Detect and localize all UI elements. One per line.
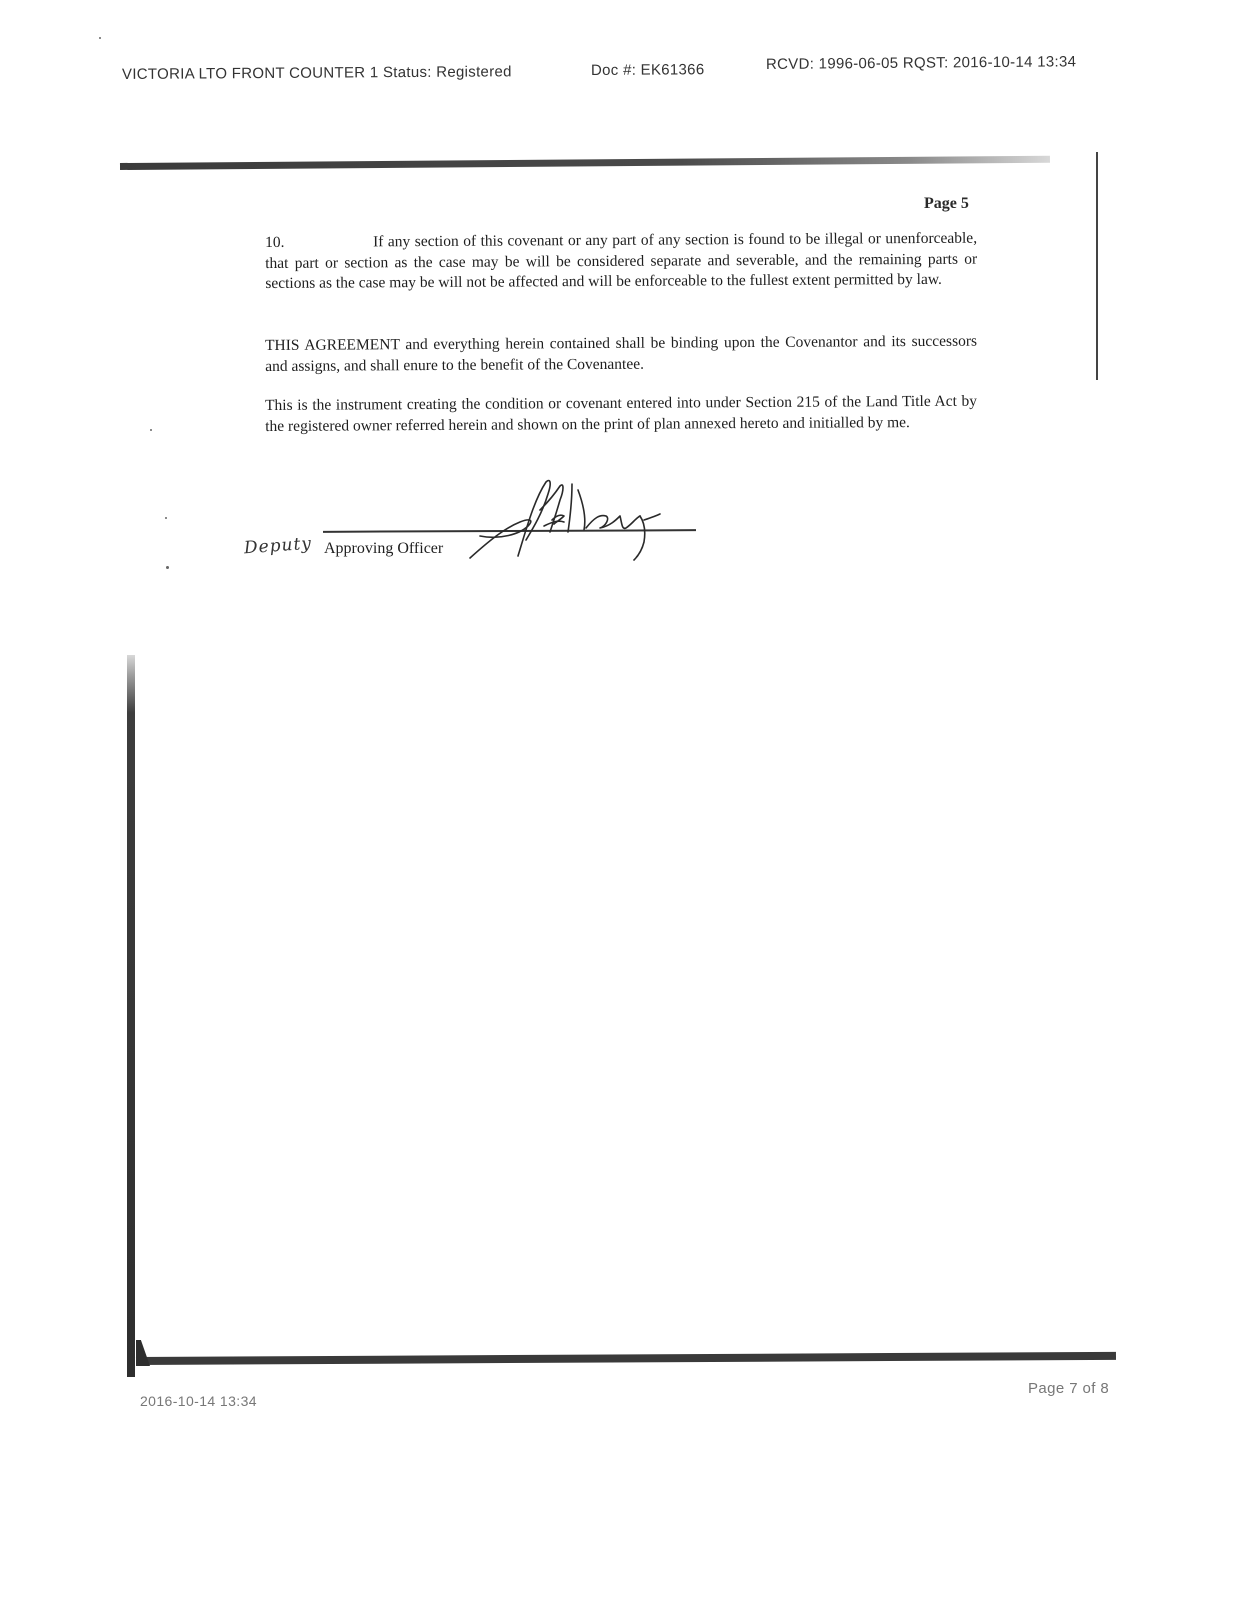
scan-speck (165, 517, 167, 519)
footer-timestamp: 2016-10-14 13:34 (140, 1393, 257, 1409)
frame-left-border (127, 655, 135, 1377)
instrument-clause: This is the instrument creating the condition or covenant entered into under Section 215 of the Land Title Act by the registered owner referred herein and shown on the print of plan annexed hereto and initialled by me. (265, 392, 978, 435)
scan-speck (150, 429, 152, 431)
page-label: Page 5 (924, 195, 969, 212)
header-doc-number: Doc #: EK61366 (590, 61, 705, 79)
handwritten-deputy: Deputy (243, 533, 313, 559)
agreement-clause: THIS AGREEMENT and everything herein contained shall be binding upon the Covenantor and its successors and assigns, and shall enure to the benefit of the Covenantee. (265, 332, 978, 375)
section-10-paragraph (265, 229, 977, 295)
header-office-status: VICTORIA LTO FRONT COUNTER 1 Status: Registered (121, 63, 512, 83)
scan-speck (99, 37, 101, 39)
frame-right-border (1096, 152, 1098, 380)
frame-bottom-border (136, 1352, 1116, 1365)
section-number: 10. (265, 233, 285, 251)
section-10-text: If any section of this covenant or any part of any section is found to be illegal or unenforceable, that part or section as the case may be will be considered separate and severable, and the remaining parts or sections as the case may be will not be affected and will be enforceable to the fullest extent permitted by law. (265, 229, 978, 292)
scan-speck (166, 566, 169, 569)
approving-officer-label: Approving Officer (324, 540, 444, 557)
footer-page-count: Page 7 of 8 (1028, 1380, 1110, 1397)
frame-bottom-corner (136, 1340, 150, 1366)
handwritten-signature (460, 470, 690, 570)
header-received-requested: RCVD: 1996-06-05 RQST: 2016-10-14 13:34 (765, 53, 1077, 73)
frame-top-border (120, 156, 1050, 170)
